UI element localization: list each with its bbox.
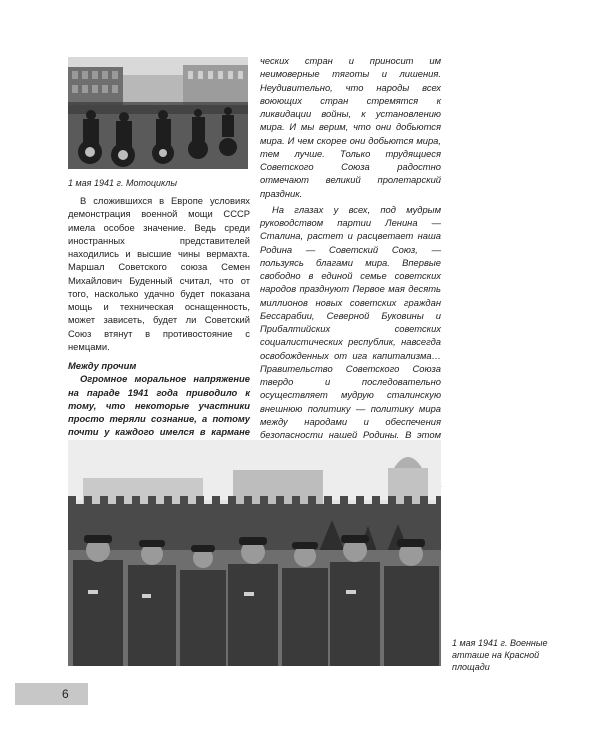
sidebar-body: Огромное моральное напряжение на параде 1941 года приводило к тому, что некоторые участники просто теряли сознание, а потому почти у каждого имелся в кармане xyxy=(68,373,250,438)
quote-continued: ческих стран и приносит им неимоверные тяготы и лишения. Неудивительно, что народы всех воюющих стран стремятся к ликвидации войны, к установлению мира. И мы верим, что они добьются мира. И чем скорее они добьются мира, тем лучше. Только трудящиеся Советского Союза радостно отмечают великий пролетарский праздник. xyxy=(260,55,441,199)
photo-military-attaches xyxy=(68,440,441,666)
page-number-tab xyxy=(15,683,88,705)
caption-line: площади xyxy=(452,662,490,672)
photo-caption-attaches xyxy=(452,637,592,673)
page-number: 6 xyxy=(62,687,69,701)
photo-caption-motorcycles: 1 мая 1941 г. Мотоциклы xyxy=(68,178,177,188)
quote-text: На глазах у всех, под мудрым руководством партии Ленина — Сталина, растет и расцветает наша Родина — Советский Союз, — пользуясь благами мира. Впервые свободно в единой семье советских народов празднуют Первое мая десять миллионов новых советских граждан Бессарабии, Северной Буковины и Прибалтийских советских социалистических республик, навсегда освобожденных от ига капитализма… Правительство Советского Союза твердо и последовательно осуществляет мудрую сталинскую внешнюю политику — политику мира между народами и обеспечения безопасности нашей Родины. В этом xyxy=(260,203,441,440)
military-parade-motorcycles-photo xyxy=(68,57,248,169)
photo-motorcycles xyxy=(68,57,248,169)
paragraph: В сложившихся в Европе условиях демонстрация военной мощи СССР имела особое значение. Ведь среди иностранных представителей находились и высшие чины вермахта. Маршал Советского союза Семен Михайлович Буденный считал, что от того, насколько удачно будет показана мощь и техническая оснащенность, может зависеть, будет ли Советский Союз втянут в противостояние с немцами. xyxy=(68,195,250,352)
sidebar-title: Между прочим xyxy=(68,360,137,371)
military-attaches-red-square-photo xyxy=(68,440,441,666)
caption-line: 1 мая 1941 г. Военные xyxy=(452,638,548,648)
caption-line: атташе на Красной xyxy=(452,650,540,660)
